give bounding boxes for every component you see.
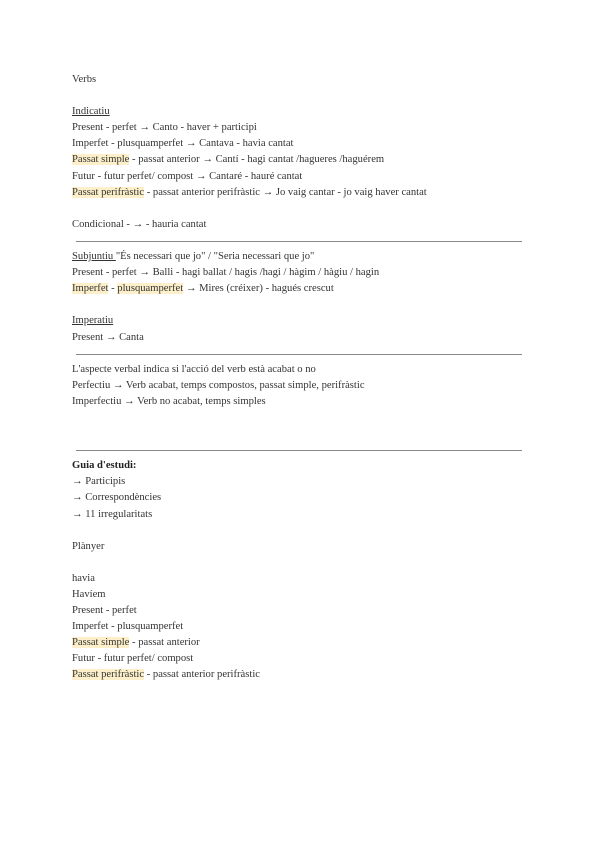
- highlighted-text: plusquamperfet: [117, 283, 184, 295]
- heading-guia: Guia d'estudi:: [72, 460, 137, 472]
- imperatiu-lines: [72, 330, 522, 346]
- guia-item: → 11 irregularitats: [72, 508, 153, 520]
- highlighted-text: Passat perifràstic: [72, 186, 145, 198]
- text-line: [72, 667, 522, 683]
- text-line: [72, 330, 522, 346]
- divider: [72, 346, 522, 362]
- heading-subjuntiu: [72, 249, 522, 265]
- text-line: [72, 136, 522, 152]
- text-line: [72, 603, 522, 619]
- text-line: [72, 362, 522, 378]
- text-line: [72, 635, 522, 651]
- divider: [72, 442, 522, 458]
- highlighted-text: Passat simple: [72, 154, 130, 166]
- text-segment: havia: [72, 572, 95, 584]
- document-page: [72, 72, 522, 684]
- text-line: [72, 571, 522, 587]
- text-line: [72, 265, 522, 281]
- text-line: [72, 169, 522, 185]
- text-line: [72, 394, 522, 410]
- text-segment: Perfectiu → Verb acabat, temps compostos, passat simple, perifràstic: [72, 379, 365, 391]
- planyer-line: Plànyer: [72, 540, 105, 552]
- text-segment: Present - perfet: [72, 605, 137, 617]
- aspecte-lines: [72, 362, 522, 410]
- text-segment: Imperfet - plusquamperfet: [72, 621, 184, 633]
- text-segment: Present → Canta: [72, 331, 144, 343]
- highlighted-text: Passat simple: [72, 637, 130, 649]
- text-segment: - passat anterior perifràstic: [144, 669, 260, 681]
- text-line: [72, 120, 522, 136]
- doc-title: Verbs: [72, 74, 97, 85]
- text-segment: - passat anterior → Cantí - hagi cantat /hagueres /haguérem: [129, 154, 385, 166]
- text-line: [72, 651, 522, 667]
- subjuntiu-lines: [72, 265, 522, 297]
- text-segment: Imperfectiu → Verb no acabat, temps simples: [72, 395, 266, 407]
- text-segment: L'aspecte verbal indica si l'acció del verb està acabat o no: [72, 363, 316, 375]
- text-segment: - passat anterior perifràstic → Jo vaig cantar - jo vaig haver cantat: [144, 186, 427, 198]
- text-segment: Havíem: [72, 589, 106, 600]
- text-segment: Futur - futur perfet/ compost → Cantaré - hauré cantat: [72, 170, 303, 182]
- notes-lines: [72, 571, 522, 684]
- condicional-line: Condicional - → - hauria cantat: [72, 218, 207, 230]
- text-segment: Present - perfet → Balli - hagi ballat / hagis /hagi / hàgim / hàgiu / hagin: [72, 267, 380, 279]
- text-line: [72, 619, 522, 635]
- heading-indicatiu: Indicatiu: [72, 106, 110, 118]
- text-line: [72, 152, 522, 168]
- text-segment: -: [108, 283, 118, 295]
- text-line: [72, 587, 522, 603]
- highlighted-text: Imperfet: [72, 283, 109, 295]
- heading-imperatiu: Imperatiu: [72, 315, 114, 327]
- guia-item: → Correspondències: [72, 492, 162, 504]
- highlighted-text: Passat perifràstic: [72, 669, 145, 681]
- text-segment: → Mires (créixer) - hagués crescut: [183, 283, 334, 295]
- text-segment: Futur - futur perfet/ compost: [72, 653, 194, 665]
- divider: [72, 233, 522, 249]
- guia-item: → Participis: [72, 476, 126, 488]
- indicatiu-lines: [72, 120, 522, 200]
- text-line: [72, 378, 522, 394]
- text-segment: Present - perfet → Canto - haver + participi: [72, 122, 257, 134]
- text-segment: Imperfet - plusquamperfet → Cantava - havia cantat: [72, 138, 294, 150]
- text-line: [72, 185, 522, 201]
- text-segment: - passat anterior: [129, 637, 200, 649]
- subjuntiu-examples: "És necessari que jo" / "Seria necessari que jo": [115, 251, 315, 263]
- text-line: [72, 281, 522, 297]
- subjuntiu-label: Subjuntiu: [72, 251, 116, 263]
